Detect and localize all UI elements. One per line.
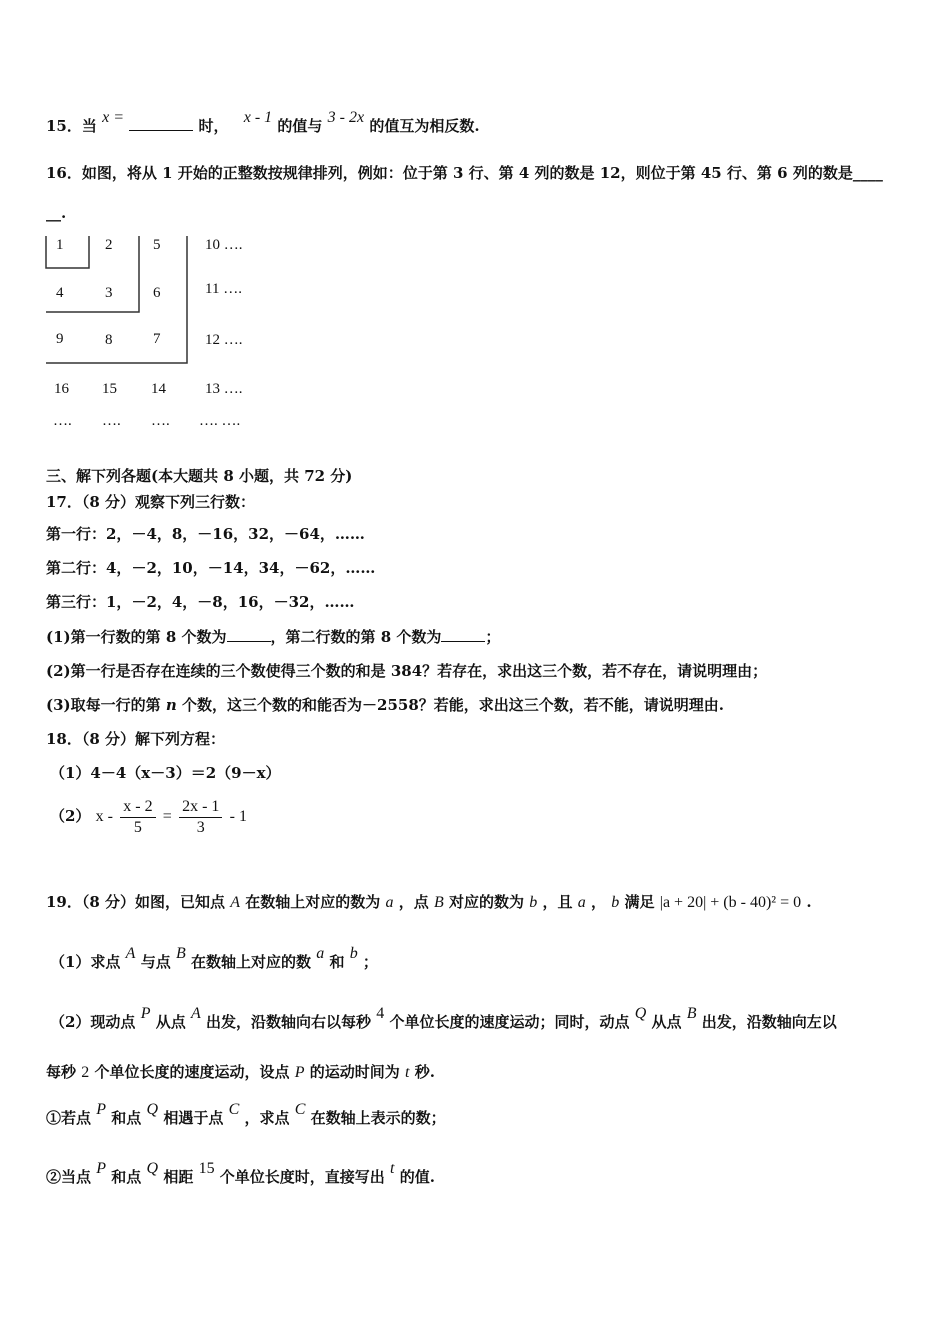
- q19-p3-c: 的运动时间为: [309, 1063, 400, 1081]
- q19-c2-point-q: Q: [146, 1160, 159, 1177]
- q19-l1-a: 19．（8 分）如图，已知点: [46, 893, 226, 911]
- q19-p3: [46, 1062, 435, 1083]
- q17-p1: [46, 627, 500, 647]
- q19-l1-g: 满足: [624, 893, 655, 911]
- q19-p2-point-b: B: [686, 1005, 697, 1022]
- q19-p1-point-b: B: [175, 945, 186, 962]
- grid-r4c4: 13 ….: [205, 381, 243, 397]
- q18-frac2-den: 3: [196, 818, 205, 836]
- q19-l1-f: ，: [591, 893, 607, 911]
- grid-r1c1: 1: [56, 237, 64, 253]
- q19-p2-b: 从点: [155, 1013, 186, 1031]
- grid-r1c3: 5: [153, 237, 161, 253]
- q15-tail: 的值互为相反数.: [369, 117, 480, 135]
- q19-var-b2: b: [611, 894, 620, 911]
- q18-frac1-den: 5: [133, 818, 142, 836]
- q19-point-a: A: [230, 894, 241, 911]
- q19-p3-a: 每秒: [46, 1063, 77, 1081]
- q19-p1: [50, 945, 378, 973]
- q19-var-a2: a: [577, 894, 586, 911]
- q19-point-b: B: [434, 894, 444, 911]
- q15-expr2: 3 - 2x: [327, 109, 365, 126]
- q19-p2-four: 4: [376, 1005, 385, 1022]
- q19-p2-point-a: A: [190, 1005, 201, 1022]
- q17-row3: 第三行：1，－2，4，－8，16，－32，……: [46, 593, 355, 611]
- q17-row1: 第一行：2，－4，8，－16，32，－64，……: [46, 525, 365, 543]
- q19-c1-point-p: P: [96, 1101, 107, 1118]
- grid-r5c4: …. ….: [199, 413, 241, 429]
- q19-l1-d: 对应的数为: [449, 893, 525, 911]
- q19-p1-var-b: b: [349, 945, 358, 962]
- q19-c2-fifteen: 15: [198, 1160, 215, 1177]
- q19-p2-d: 个单位长度的速度运动；同时，动点: [389, 1013, 630, 1031]
- q19-p1-d: 和: [329, 953, 345, 971]
- q19-p2-point-p: P: [140, 1005, 151, 1022]
- q17-p3-n: n: [165, 696, 177, 714]
- q18-frac2-num: 2x - 1: [179, 797, 222, 818]
- q18-eq2-tail: - 1: [229, 808, 247, 825]
- q19-p1-e: ；: [362, 953, 378, 971]
- q19-p1-a: （1）求点: [50, 953, 121, 971]
- grid-r2c4: 11 ….: [205, 281, 242, 297]
- q17-p1-b: ，第二行数的第 8 个数为: [270, 628, 442, 646]
- q18-eq1: （1）4－4（x－3）＝2（9－x）: [50, 764, 281, 782]
- grid-r3c4: 12 ….: [205, 332, 243, 348]
- q17-p1-a: (1)第一行数的第 8 个数为: [46, 628, 227, 646]
- grid-r3c3: 7: [153, 331, 161, 347]
- q16-figure: [44, 228, 284, 438]
- q19-c1-point-c2: C: [294, 1101, 306, 1118]
- q18-frac2: [179, 797, 222, 838]
- grid-r2c2: 3: [105, 285, 113, 301]
- q19-c2-c: 相距: [163, 1168, 194, 1186]
- grid-r1c4: 10 ….: [205, 237, 243, 253]
- grid-r3c1: 9: [56, 331, 64, 347]
- q19-c2-d: 个单位长度时，直接写出: [219, 1168, 385, 1186]
- q18-frac1: [120, 797, 155, 838]
- grid-r4c1: 16: [54, 381, 69, 397]
- q15-expr1: x - 1: [243, 109, 273, 126]
- q18-eq2-equals: =: [162, 808, 172, 825]
- q17-row2: 第二行：4，－2，10，－14，34，－62，……: [46, 559, 376, 577]
- grid-r5c2: ….: [102, 413, 121, 429]
- q15-x-eq: x =: [102, 109, 125, 126]
- q19-l1-e: ，且: [542, 893, 573, 911]
- q19-c1-point-q: Q: [146, 1101, 159, 1118]
- q18-eq2-lhs: x -: [95, 808, 113, 825]
- grid-r3c2: 8: [105, 332, 113, 348]
- q19-line1: [46, 892, 812, 913]
- q17-p1-c: ；: [485, 628, 501, 646]
- grid-r2c1: 4: [56, 285, 64, 301]
- q15-mid2: 的值与: [277, 117, 323, 135]
- q19-c1-a: ①若点: [46, 1109, 92, 1127]
- q19-c2-point-p: P: [96, 1160, 107, 1177]
- q19-p2-f: 出发，沿数轴向左以: [701, 1013, 837, 1031]
- grid-r4c3: 14: [151, 381, 166, 397]
- q17-p3: [46, 695, 724, 715]
- q19-c2-var-t: t: [390, 1160, 395, 1177]
- q19-p3-d: 秒.: [414, 1063, 435, 1081]
- q19-p2: [50, 1005, 837, 1033]
- q19-l1-c: ，点: [398, 893, 429, 911]
- q19-c1-point-c: C: [228, 1101, 240, 1118]
- q19-p1-var-a: a: [316, 945, 325, 962]
- q17-p2: (2)第一行是否存在连续的三个数使得三个数的和是 384？若存在，求出这三个数，若不存在，请说明理由；: [46, 662, 768, 680]
- q19-c2: [46, 1160, 435, 1188]
- q19-p3-var-t: t: [405, 1064, 410, 1081]
- q17-p3-b: 个数，这三个数的和能否为－2558？若能，求出这三个数，若不能，请说明理由.: [182, 696, 724, 714]
- q19-var-b: b: [529, 894, 538, 911]
- q19-p1-point-a: A: [125, 945, 136, 962]
- q18-frac1-num: x - 2: [120, 797, 155, 818]
- q15-mid1: 时，: [198, 117, 229, 135]
- q18-eq2-label: （2）: [50, 807, 91, 825]
- q19-p1-c: 在数轴上对应的数: [190, 953, 311, 971]
- q19-c2-a: ②当点: [46, 1168, 92, 1186]
- q19-p1-b: 与点: [140, 953, 171, 971]
- grid-r4c2: 15: [102, 381, 117, 397]
- q19-c1-c: 相遇于点: [163, 1109, 224, 1127]
- q19-p2-a: （2）现动点: [50, 1013, 136, 1031]
- q19-p2-e: 从点: [651, 1013, 682, 1031]
- q15-line: [46, 109, 480, 137]
- section-title: 三、解下列各题(本大题共 8 小题，共 72 分): [46, 467, 353, 485]
- grid-r1c2: 2: [105, 237, 113, 253]
- q19-c1-b: 和点: [111, 1109, 142, 1127]
- q16-figure-lines: [44, 228, 284, 438]
- q19-p2-c: 出发，沿数轴向右以每秒: [205, 1013, 371, 1031]
- q19-var-a: a: [385, 894, 394, 911]
- q19-c1-e: 在数轴上表示的数；: [310, 1109, 446, 1127]
- q18-title: 18．（8 分）解下列方程：: [46, 730, 226, 748]
- q19-l1-h: .: [806, 893, 812, 911]
- grid-r5c1: ….: [53, 413, 72, 429]
- q19-p3-b: 个单位长度的速度运动，设点: [94, 1063, 290, 1081]
- q17-p3-a: (3)取每一行的第: [46, 696, 161, 714]
- grid-r5c3: ….: [151, 413, 170, 429]
- q18-eq2: [50, 796, 247, 838]
- q17-blank1: [227, 627, 271, 642]
- q19-c2-e: 的值.: [399, 1168, 435, 1186]
- q15-number: 15．当: [46, 117, 97, 135]
- q16-line2: __.: [46, 204, 67, 222]
- q19-c1-d: ，求点: [244, 1109, 290, 1127]
- q15-blank: [129, 116, 193, 131]
- q19-condition: |a + 20| + (b - 40)² = 0: [659, 894, 802, 911]
- q19-c1: [46, 1101, 446, 1129]
- grid-r2c3: 6: [153, 285, 161, 301]
- q17-blank2: [441, 627, 485, 642]
- q19-l1-b: 在数轴上对应的数为: [245, 893, 381, 911]
- q19-c2-b: 和点: [111, 1168, 142, 1186]
- q17-title: 17．（8 分）观察下列三行数：: [46, 493, 256, 511]
- q19-p2-point-q: Q: [634, 1005, 647, 1022]
- q19-p3-two: 2: [81, 1064, 90, 1081]
- q19-p3-point-p: P: [294, 1064, 305, 1081]
- q16-line1: 16．如图，将从 1 开始的正整数按规律排列，例如：位于第 3 行、第 4 列的数是 12，则位于第 45 行、第 6 列的数是____: [46, 164, 883, 182]
